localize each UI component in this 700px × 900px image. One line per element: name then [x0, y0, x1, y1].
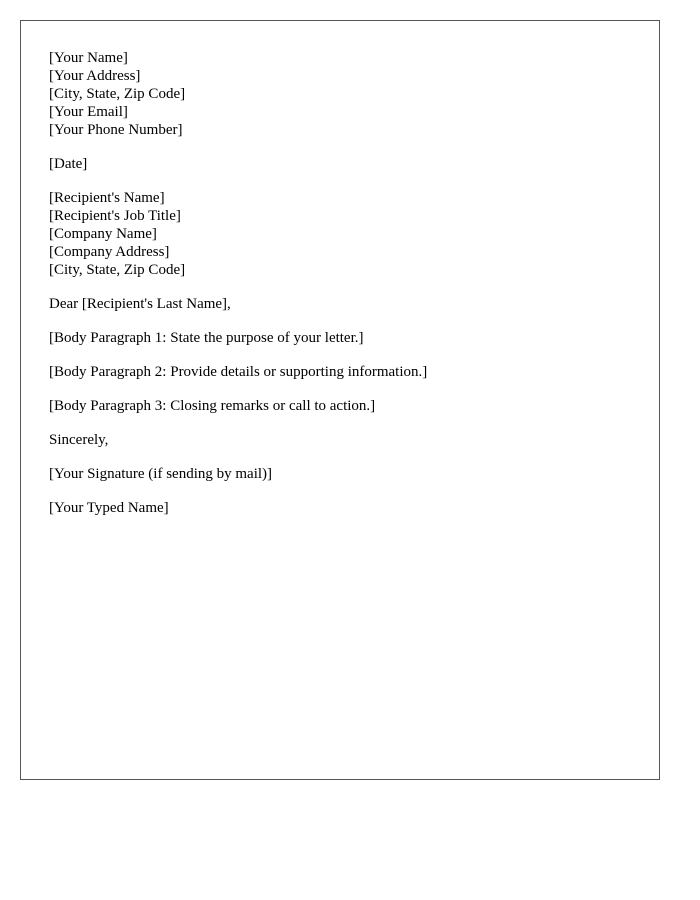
signature-block — [49, 465, 631, 483]
spacer — [49, 173, 631, 189]
sender-city-state-zip: [City, State, Zip Code] — [49, 86, 186, 102]
body-paragraph-2 — [49, 363, 631, 381]
sender-phone: [Your Phone Number] — [49, 122, 183, 138]
recipient-city-state-zip: [City, State, Zip Code] — [49, 262, 186, 278]
signature-placeholder: [Your Signature (if sending by mail)] — [49, 466, 273, 482]
body-paragraph-2-text: [Body Paragraph 2: Provide details or supporting information.] — [49, 364, 428, 380]
letter-page — [20, 20, 660, 780]
body-paragraph-3-text: [Body Paragraph 3: Closing remarks or call to action.] — [49, 398, 376, 414]
sender-name: [Your Name] — [49, 50, 128, 66]
sender-email: [Your Email] — [49, 104, 128, 120]
spacer — [49, 483, 631, 499]
date-block — [49, 155, 631, 173]
spacer — [49, 313, 631, 329]
body-paragraph-1-text: [Body Paragraph 1: State the purpose of your letter.] — [49, 330, 364, 346]
recipient-company-address: [Company Address] — [49, 244, 170, 260]
body-paragraph-1 — [49, 329, 631, 347]
closing-block — [49, 431, 631, 449]
letter-date: [Date] — [49, 156, 88, 172]
spacer — [49, 381, 631, 397]
sender-block — [49, 49, 631, 139]
spacer — [49, 347, 631, 363]
salutation-block — [49, 295, 631, 313]
typed-name: [Your Typed Name] — [49, 500, 169, 516]
spacer — [49, 449, 631, 465]
spacer — [49, 279, 631, 295]
spacer — [49, 139, 631, 155]
salutation: Dear [Recipient's Last Name], — [49, 296, 231, 312]
closing: Sincerely, — [49, 432, 109, 448]
recipient-company: [Company Name] — [49, 226, 157, 242]
recipient-job-title: [Recipient's Job Title] — [49, 208, 181, 224]
recipient-name: [Recipient's Name] — [49, 190, 165, 206]
recipient-block — [49, 189, 631, 279]
body-paragraph-3 — [49, 397, 631, 415]
sender-address: [Your Address] — [49, 68, 141, 84]
typed-name-block — [49, 499, 631, 517]
spacer — [49, 415, 631, 431]
